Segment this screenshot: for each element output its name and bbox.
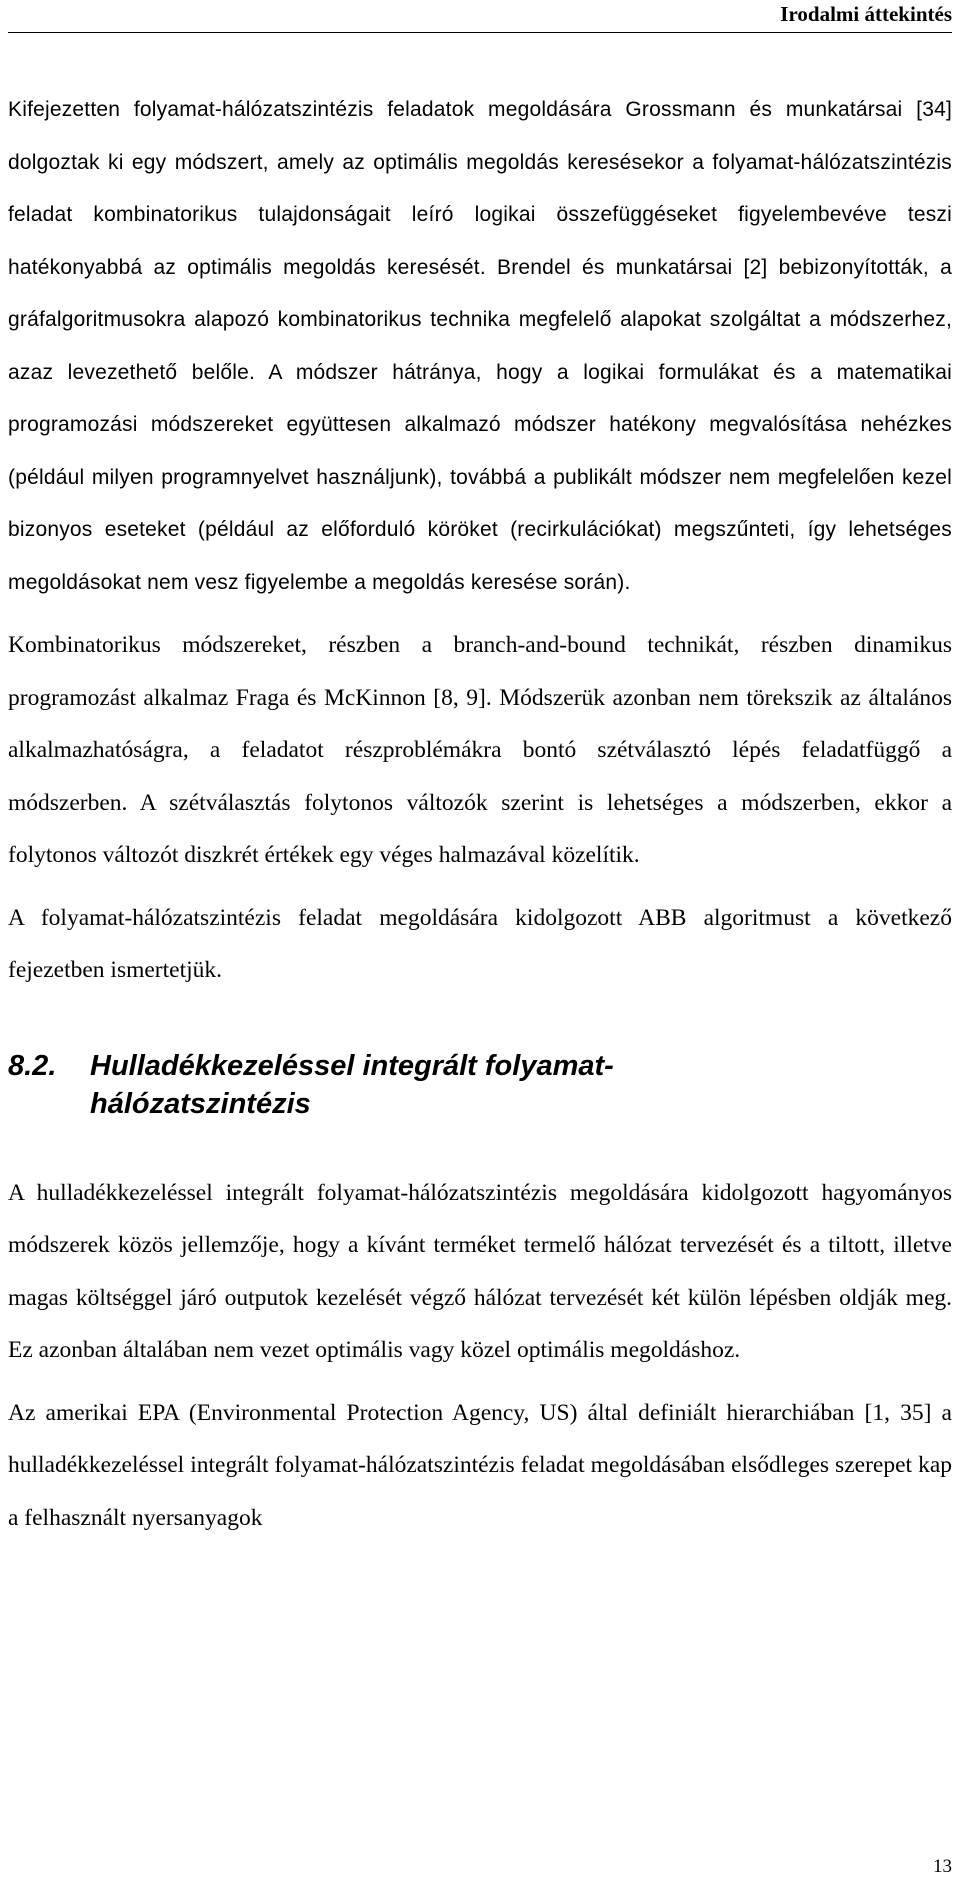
paragraph-grossmann: Kifejezetten folyamat-hálózatszintézis feladatok megoldására Grossmann és munkatársai [34] dolgoztak ki egy módszert, amely az optimális megoldás keresésekor a folyamat-hálózatszintézis feladat kombinatorikus tulajdonságait leíró logikai összefüggéseket figyelembevéve teszi hatékonyabbá az optimális megoldás keresését. Brendel és munkatársai [2] bebizonyították, a gráfalgoritmusokra alapozó kombinatorikus technika megfelelő alapokat szolgáltat a módszerhez, azaz levezethető belőle. A módszer hátránya, hogy a logikai formulákat és a matematikai programozási módszereket együttesen alkalmazó módszer hatékony megvalósítása nehézkes (például milyen programnyelvet használjunk), továbbá a publikált módszer nem megfelelően kezel bizonyos eseteket (például az előforduló köröket (recirkulációkat) megszűnteti, így lehetséges megoldásokat nem vesz figyelembe a megoldás keresése során). — [8, 98, 952, 594]
header-divider — [8, 32, 952, 33]
running-header: Irodalmi áttekintés — [780, 2, 952, 26]
paragraph-hagyomanyos: A hulladékkezeléssel integrált folyamat-hálózatszintézis megoldására kidolgozott hagyományos módszerek közös jellemzője, hogy a kívánt terméket termelő hálózat tervezését és a tiltott, illetve magas költséggel járó outputok kezelését végző hálózat tervezését két külön lépésben oldják meg. Ez azonban általában nem vezet optimális vagy közel optimális megoldáshoz. — [8, 1179, 952, 1363]
page-number: 13 — [933, 1856, 952, 1877]
paragraph-epa: Az amerikai EPA (Environmental Protection Agency, US) által definiált hierarchiában [1, 35] a hulladékkezeléssel integrált folyamat-hálózatszintézis feladat megoldásában elsődleges szerepet kap a felhasznált nyersanyagok — [8, 1399, 952, 1531]
section-heading — [8, 1047, 952, 1123]
paragraph-fraga: Kombinatorikus módszereket, részben a branch-and-bound technikát, részben dinamikus programozást alkalmaz Fraga és McKinnon [8, 9]. Módszerük azonban nem törekszik az általános alkalmazhatóságra, a feladatot részproblémákra bontó szétválasztó lépés feladatfüggő a módszerben. A szétválasztás folytonos változók szerint is lehetséges a módszerben, ekkor a folytonos változót diszkrét értékek egy véges halmazával közelítik. — [8, 632, 952, 868]
paragraph-abb: A folyamat-hálózatszintézis feladat megoldására kidolgozott ABB algoritmust a következő fejezetben ismertetjük. — [8, 904, 952, 983]
section-number: 8.2. — [8, 1049, 57, 1082]
page-content — [8, 84, 952, 1544]
section-title: Hulladékkezeléssel integrált folyamat-hálózatszintézis — [90, 1049, 614, 1120]
